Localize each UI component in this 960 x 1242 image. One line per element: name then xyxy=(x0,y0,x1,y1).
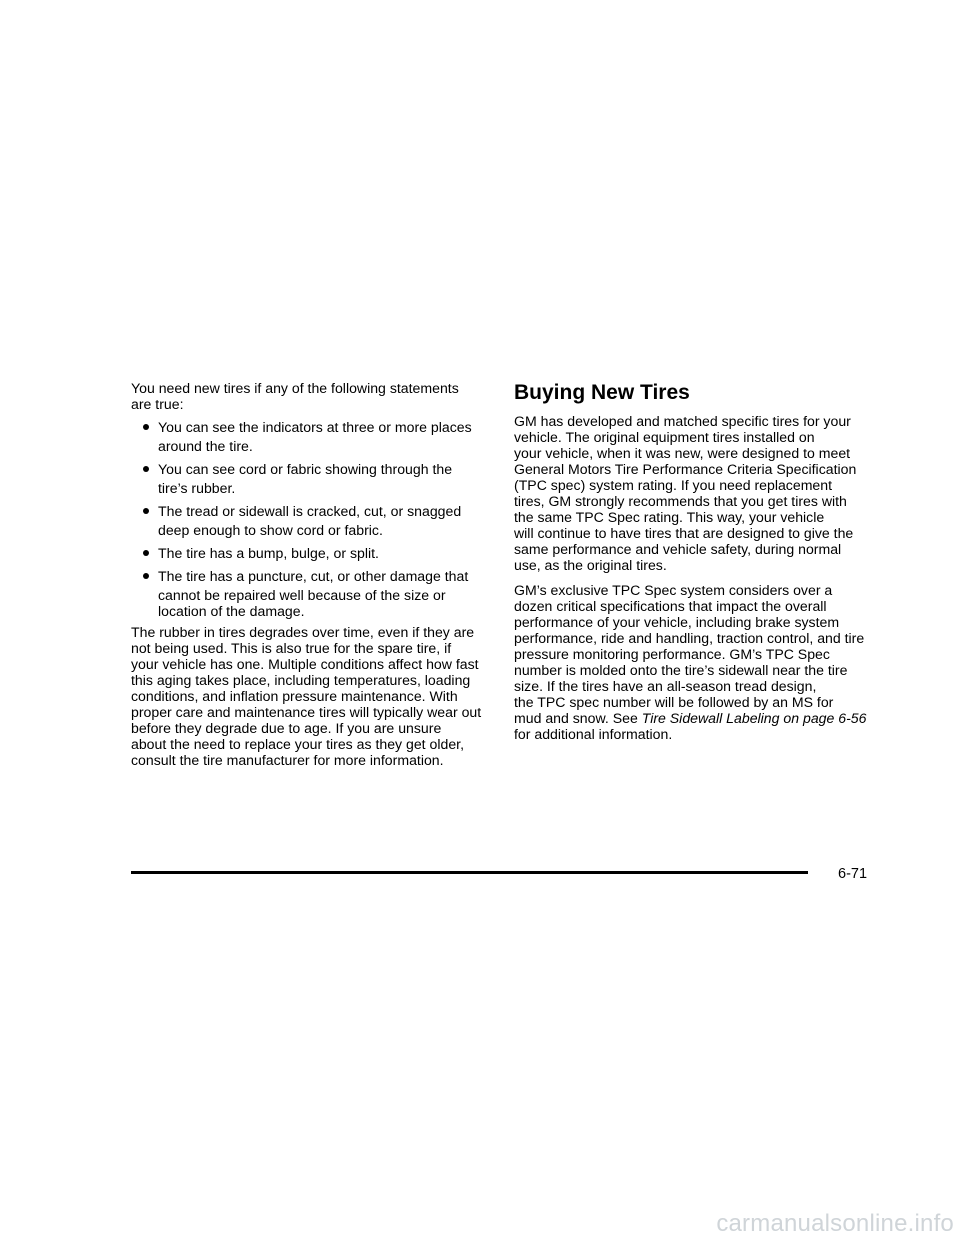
intro-paragraph xyxy=(131,380,493,412)
text-line: cannot be repaired well because of the size or xyxy=(158,587,446,603)
text-line: will continue to have tires that are designed to give the xyxy=(514,525,854,541)
right-column xyxy=(514,380,870,742)
text-line: consult the tire manufacturer for more information. xyxy=(131,752,444,768)
condition-list xyxy=(131,419,493,619)
text-line: pressure monitoring performance. GM’s TPC Spec xyxy=(514,646,830,662)
cross-reference-link[interactable]: Tire Sidewall Labeling on page 6-56 xyxy=(641,710,867,726)
text-line: are true: xyxy=(131,396,184,412)
text-line-with-reference xyxy=(514,710,870,726)
text-line: General Motors Tire Performance Criteria Specification xyxy=(514,461,857,477)
text-line: same performance and vehicle safety, during normal xyxy=(514,541,842,557)
bullet-icon xyxy=(143,424,149,430)
left-column xyxy=(131,380,493,768)
text-line: location of the damage. xyxy=(158,603,305,619)
text-line: You can see the indicators at three or more places xyxy=(158,419,472,435)
text-line: this aging takes place, including temperatures, loading xyxy=(131,672,471,688)
bullet-icon xyxy=(143,573,149,579)
section-heading: Buying New Tires xyxy=(514,381,690,404)
tpc-spec-paragraph xyxy=(514,582,870,742)
text-line: the TPC spec number will be followed by an MS for xyxy=(514,694,834,710)
text-line: The tire has a puncture, cut, or other damage that xyxy=(158,568,469,584)
text-line: The tread or sidewall is cracked, cut, or snagged xyxy=(158,503,462,519)
text-line: before they degrade due to age. If you are unsure xyxy=(131,720,442,736)
text-line: GM has developed and matched specific tires for your xyxy=(514,413,851,429)
text-line: your vehicle, when it was new, were designed to meet xyxy=(514,445,851,461)
text-line: (TPC spec) system rating. If you need replacement xyxy=(514,477,833,493)
list-item xyxy=(131,545,493,561)
text-line: the same TPC Spec rating. This way, your vehicle xyxy=(514,509,825,525)
list-item xyxy=(131,503,493,538)
bullet-icon xyxy=(143,550,149,556)
list-item xyxy=(131,419,493,454)
text-line: conditions, and inflation pressure maintenance. With xyxy=(131,688,458,704)
text-line: your vehicle has one. Multiple conditions affect how fast xyxy=(131,656,479,672)
text-line: GM’s exclusive TPC Spec system considers over a xyxy=(514,582,833,598)
tpc-paragraph xyxy=(514,413,870,573)
aging-paragraph xyxy=(131,624,493,768)
text-line: proper care and maintenance tires will typically wear out xyxy=(131,704,482,720)
bullet-icon xyxy=(143,508,149,514)
page-number: 6-71 xyxy=(838,866,868,882)
text-line: for additional information. xyxy=(514,726,673,742)
text-line: tires, GM strongly recommends that you get tires with xyxy=(514,493,847,509)
text-line: about the need to replace your tires as they get older, xyxy=(131,736,464,752)
list-item xyxy=(131,461,493,496)
text-line: deep enough to show cord or fabric. xyxy=(158,522,383,538)
text-line: You need new tires if any of the following statements xyxy=(131,380,459,396)
text-line: around the tire. xyxy=(158,438,253,454)
reference-prefix: mud and snow. See xyxy=(514,710,642,726)
watermark: carmanualsonline.info xyxy=(716,1210,954,1237)
text-line: number is molded onto the tire’s sidewall near the tire xyxy=(514,662,848,678)
text-line: use, as the original tires. xyxy=(514,557,667,573)
list-item xyxy=(131,568,493,619)
bullet-icon xyxy=(143,466,149,472)
text-line: You can see cord or fabric showing through the xyxy=(158,461,453,477)
text-line: tire’s rubber. xyxy=(158,480,236,496)
text-line: size. If the tires have an all-season tread design, xyxy=(514,678,817,694)
text-line: vehicle. The original equipment tires installed on xyxy=(514,429,815,445)
text-line: dozen critical specifications that impact the overall xyxy=(514,598,827,614)
text-line: performance of your vehicle, including brake system xyxy=(514,614,840,630)
text-line: The rubber in tires degrades over time, even if they are xyxy=(131,624,475,640)
text-line: The tire has a bump, bulge, or split. xyxy=(158,545,379,561)
footer-rule xyxy=(131,871,808,874)
text-line: performance, ride and handling, traction control, and tire xyxy=(514,630,865,646)
text-line: not being used. This is also true for the spare tire, if xyxy=(131,640,452,656)
